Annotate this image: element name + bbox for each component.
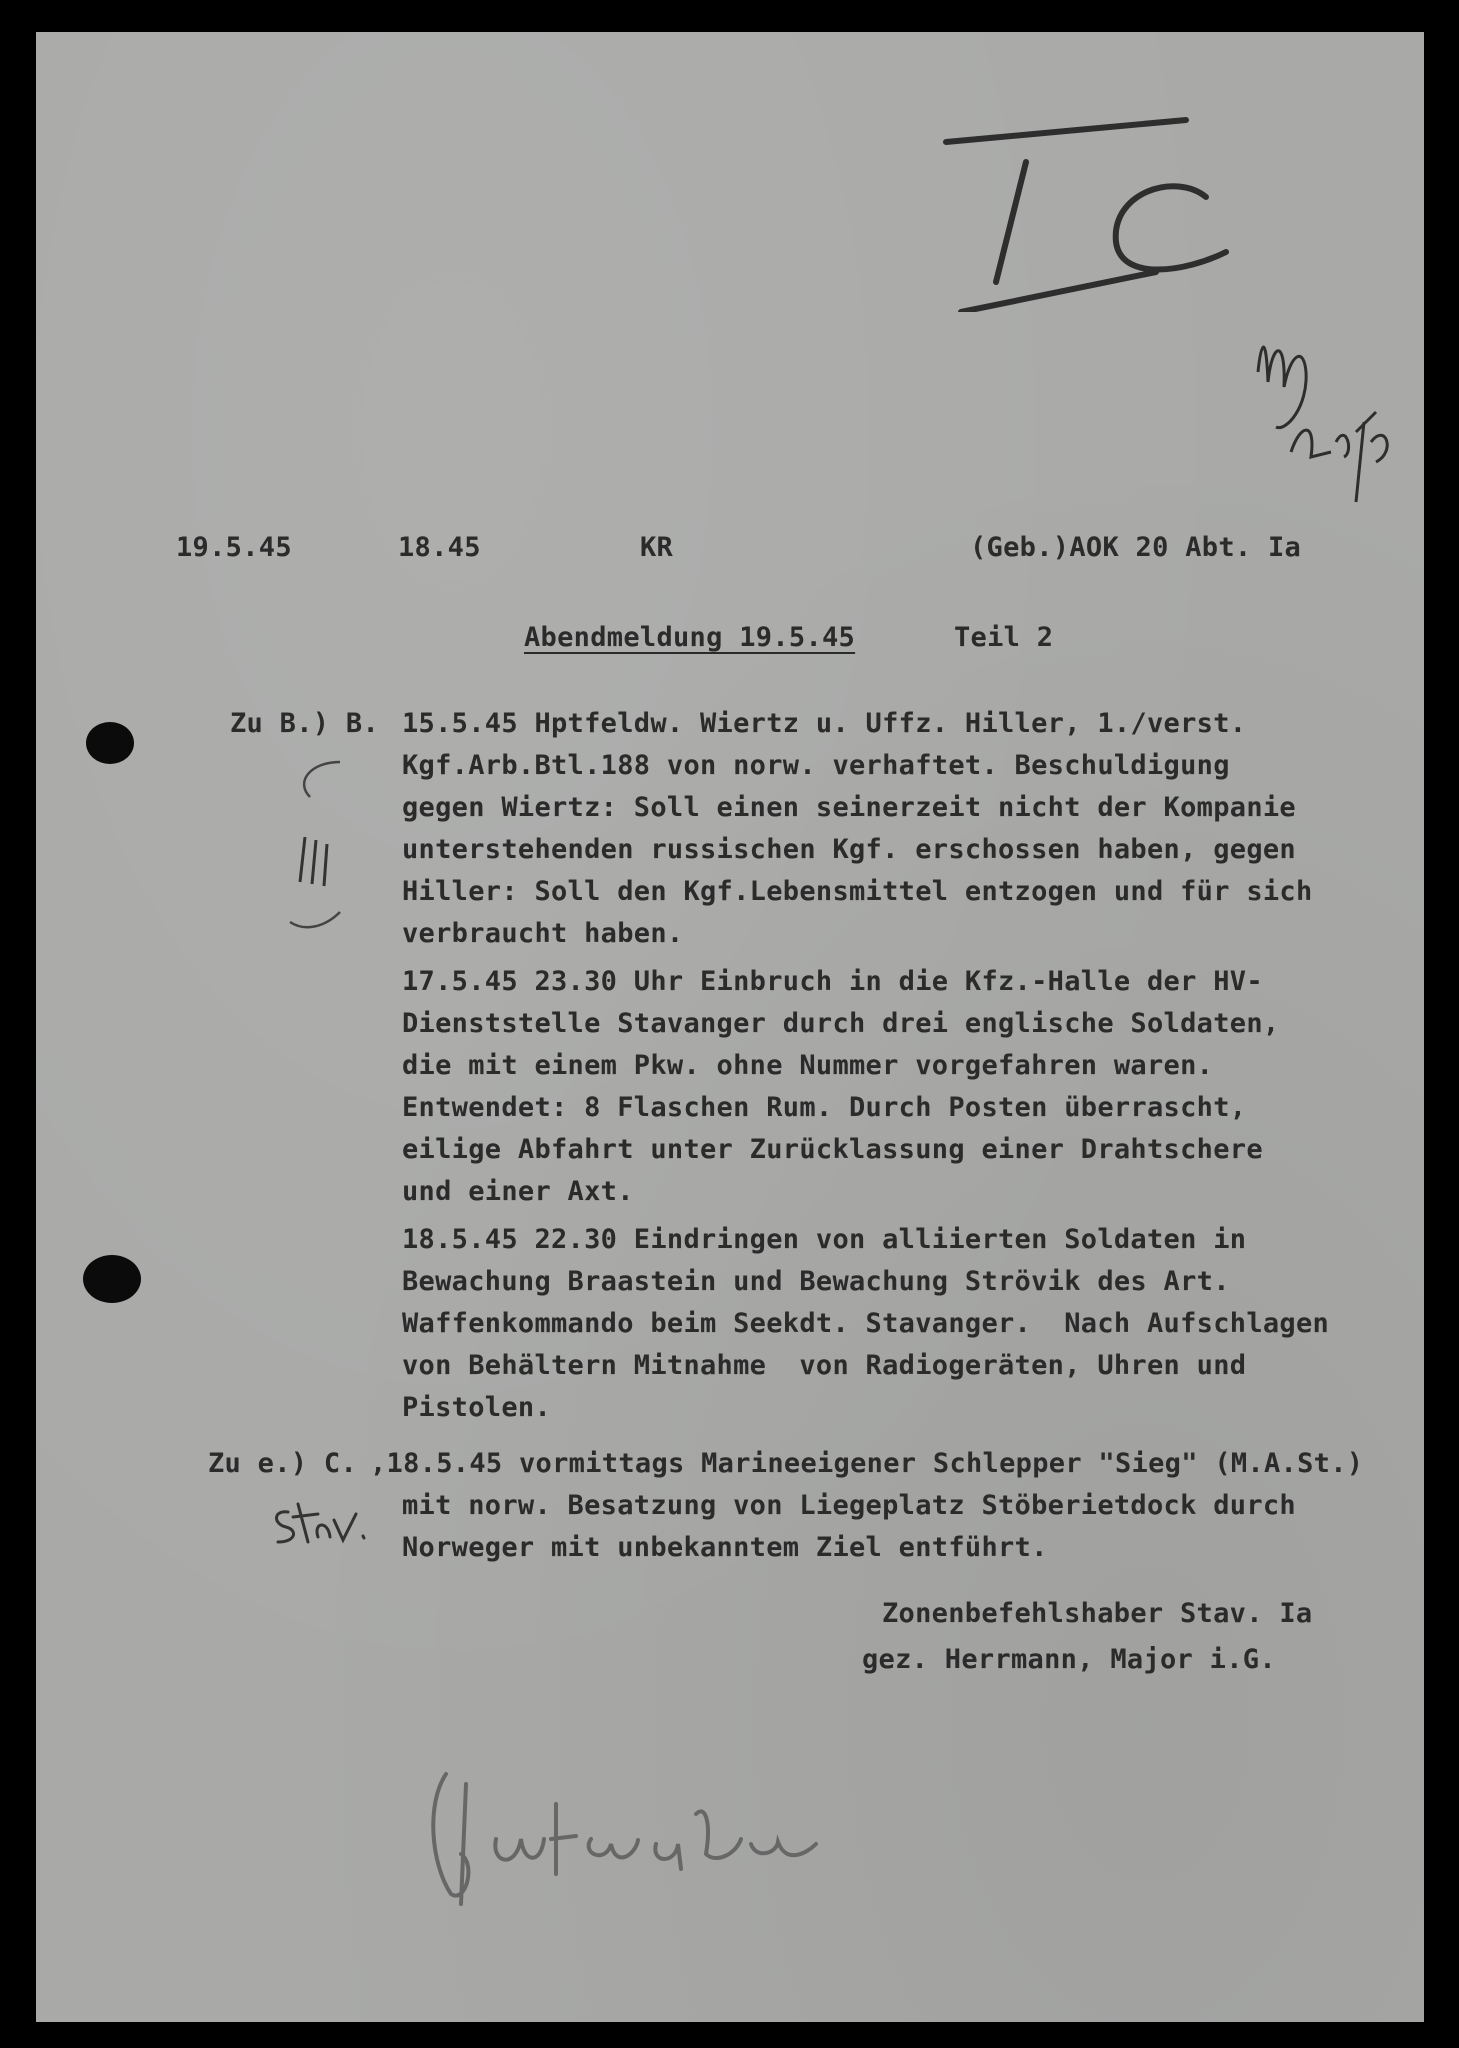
section-b-line: Waffenkommando beim Seekdt. Stavanger. Nach Aufschlagen — [402, 1308, 1330, 1339]
report-part: Teil 2 — [954, 622, 1054, 653]
section-b-line: und einer Axt. — [402, 1176, 634, 1207]
handwritten-ic-mark — [936, 112, 1266, 312]
handwritten-pencil-signature — [406, 1744, 826, 1914]
section-b-line: von Behältern Mitnahme von Radiogeräten, Uhren und — [402, 1350, 1247, 1381]
header-unit: (Geb.)AOK 20 Abt. Ia — [970, 532, 1302, 563]
section-b-line: 15.5.45 Hptfeldw. Wiertz u. Uffz. Hiller, 1./verst. — [402, 708, 1247, 739]
section-b-line: Bewachung Braastein und Bewachung Strövik des Art. — [402, 1266, 1230, 1297]
handwritten-margin-note — [268, 1492, 388, 1552]
section-b-line: Kgf.Arb.Btl.188 von norw. verhaftet. Beschuldigung — [402, 750, 1230, 781]
section-b-line: 17.5.45 23.30 Uhr Einbruch in die Kfz.-Halle der HV- — [402, 966, 1263, 997]
document-page — [36, 32, 1424, 2022]
section-c-line: mit norw. Besatzung von Liegeplatz Stöberietdock durch — [402, 1490, 1296, 1521]
section-b-line: eilige Abfahrt unter Zurücklassung einer Drahtschere — [402, 1134, 1263, 1165]
section-b-line: 18.5.45 22.30 Eindringen von alliierten Soldaten in — [402, 1224, 1247, 1255]
section-c-label: Zu e.) C. — [208, 1448, 357, 1479]
signature-line-1: Zonenbefehlshaber Stav. Ia — [882, 1598, 1313, 1629]
section-b-line: Hiller: Soll den Kgf.Lebensmittel entzogen und für sich — [402, 876, 1313, 907]
section-b-line: Pistolen. — [402, 1392, 551, 1423]
section-b-line: unterstehenden russischen Kgf. erschossen haben, gegen — [402, 834, 1296, 865]
signature-line-2: gez. Herrmann, Major i.G. — [862, 1644, 1276, 1675]
section-b-line: Entwendet: 8 Flaschen Rum. Durch Posten überrascht, — [402, 1092, 1247, 1123]
handwritten-margin-bracket — [280, 752, 370, 952]
punch-hole-bottom — [83, 1255, 141, 1303]
section-b-line: gegen Wiertz: Soll einen seinerzeit nicht der Kompanie — [402, 792, 1296, 823]
punch-hole-top — [86, 722, 134, 764]
header-date: 19.5.45 — [176, 532, 292, 563]
report-title: Abendmeldung 19.5.45 — [524, 622, 856, 653]
header-code: KR — [640, 532, 674, 563]
header-time: 18.45 — [398, 532, 481, 563]
section-b-line: die mit einem Pkw. ohne Nummer vorgefahren waren. — [402, 1050, 1214, 1081]
section-b-label: Zu B.) B. — [230, 708, 379, 739]
handwritten-initials-date — [1246, 312, 1406, 512]
section-b-line: Dienststelle Stavanger durch drei englische Soldaten, — [402, 1008, 1280, 1039]
section-c-line: ,18.5.45 vormittags Marineeigener Schlepper "Sieg" (M.A.St.) — [370, 1448, 1364, 1479]
section-b-line: verbraucht haben. — [402, 918, 684, 949]
section-c-line: Norweger mit unbekanntem Ziel entführt. — [402, 1532, 1048, 1563]
